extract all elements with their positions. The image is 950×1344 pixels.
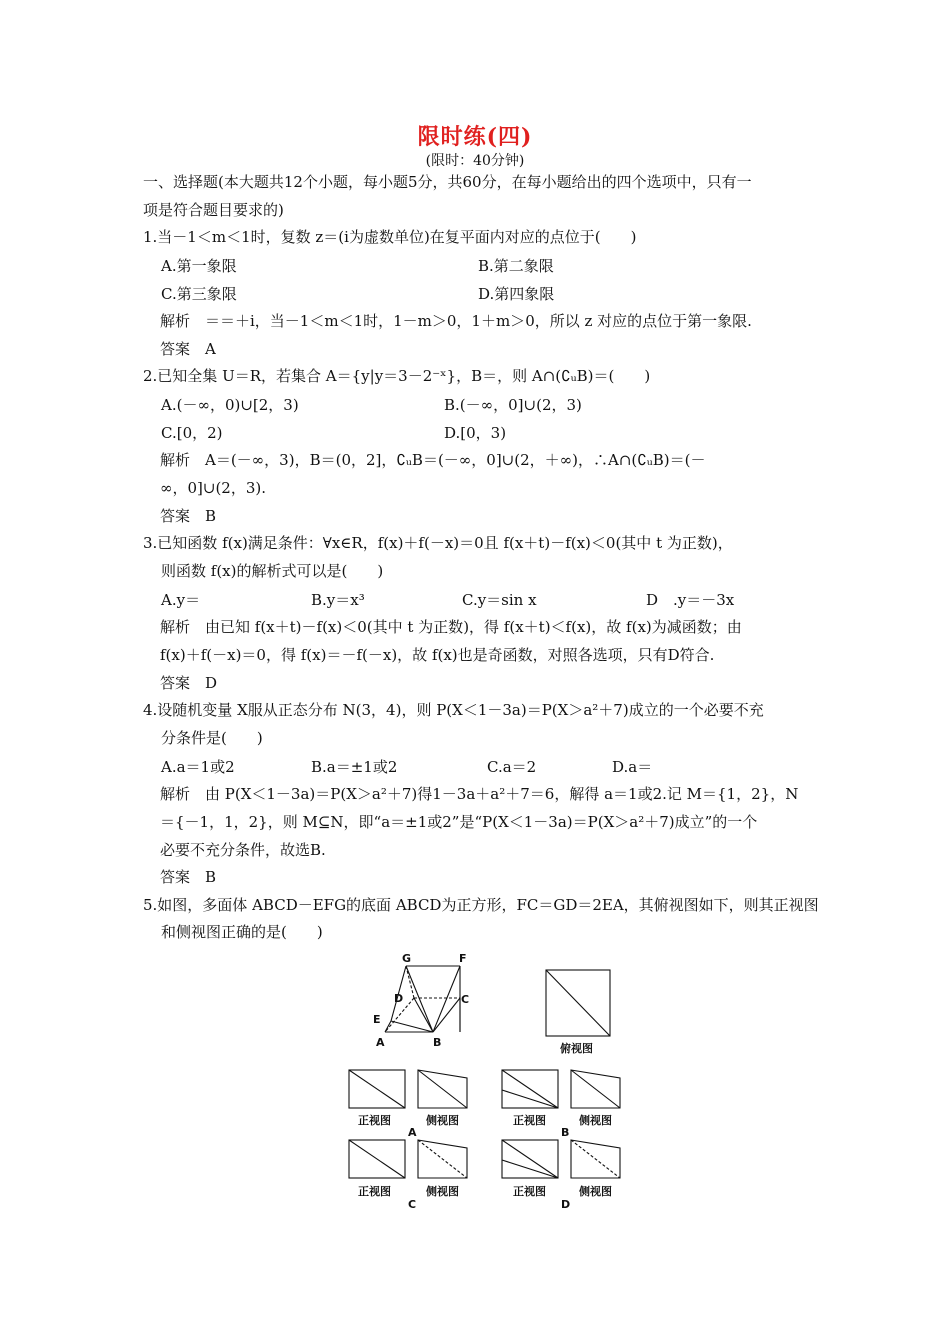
q1-option-c: C.第三象限 bbox=[161, 285, 237, 303]
option-b-front-label: 正视图 bbox=[513, 1114, 546, 1127]
option-c-side-view bbox=[418, 1140, 467, 1178]
q3-analysis-line-2: f(x)＋f(－x)＝0，得 f(x)＝－f(－x)，故 f(x)也是奇函数，对照各选项，只有D符合. bbox=[160, 646, 715, 664]
q2-option-b: B.(－∞，0]∪(2，3) bbox=[444, 396, 582, 414]
page-title: 限时练(四) bbox=[417, 124, 533, 150]
q2-analysis-line-1: 解析 A＝(－∞，3)，B＝(0，2]，∁ᵤB＝(－∞，0]∪(2，＋∞)，∴A∩(∁ᵤB)＝(－ bbox=[160, 451, 706, 469]
q5-figure-svg bbox=[340, 950, 640, 1220]
option-a-front-label: 正视图 bbox=[358, 1114, 391, 1127]
q5-stem-line-2: 和侧视图正确的是( ) bbox=[161, 923, 323, 941]
q3-analysis-line-1: 解析 由已知 f(x＋t)－f(x)＜0(其中 t 为正数)，得 f(x＋t)＜f(x)，故 f(x)为减函数；由 bbox=[160, 618, 742, 636]
q3-answer: 答案 D bbox=[160, 674, 218, 692]
q3-option-a: A.y＝ bbox=[161, 591, 201, 609]
option-d-side-label: 侧视图 bbox=[579, 1185, 612, 1198]
q3-stem-line-2: 则函数 f(x)的解析式可以是( ) bbox=[161, 562, 384, 580]
q2-stem: 2.已知全集 U＝R，若集合 A＝{y|y＝3－2⁻ˣ}，B＝，则 A∩(∁ᵤB)＝( ) bbox=[143, 367, 651, 385]
top-view-label: 俯视图 bbox=[560, 1042, 593, 1055]
option-a-front-view bbox=[349, 1070, 405, 1108]
option-d-front-label: 正视图 bbox=[513, 1185, 546, 1198]
option-a-side-label: 侧视图 bbox=[426, 1114, 459, 1127]
top-view-drawing bbox=[546, 970, 610, 1036]
option-c-side-label: 侧视图 bbox=[426, 1185, 459, 1198]
q2-answer: 答案 B bbox=[160, 507, 217, 525]
vertex-label-c: C bbox=[461, 993, 470, 1006]
option-a-side-view bbox=[418, 1070, 467, 1108]
page-subtitle: (限时：40分钟) bbox=[425, 153, 525, 169]
q4-stem-line-1: 4.设随机变量 X服从正态分布 N(3，4)，则 P(X＜1－3a)＝P(X＞a²＋7)成立的一个必要不充 bbox=[143, 701, 764, 719]
q4-option-d: D.a＝ bbox=[612, 758, 653, 776]
q3-option-c: C.y＝sin x bbox=[462, 591, 537, 609]
q4-analysis-line-1: 解析 由 P(X＜1－3a)＝P(X＞a²＋7)得1－3a＋a²＋7＝6，解得 a＝1或2.记 M＝{1，2}，N bbox=[160, 785, 799, 803]
section-heading-line-2: 项是符合题目要求的) bbox=[143, 201, 284, 219]
q1-option-b: B.第二象限 bbox=[478, 257, 554, 275]
q3-option-d: D .y＝－3x bbox=[646, 591, 735, 609]
q3-stem-line-1: 3.已知函数 f(x)满足条件：∀x∈R，f(x)＋f(－x)＝0且 f(x＋t)－f(x)＜0(其中 t 为正数)， bbox=[143, 534, 733, 552]
q2-option-a: A.(－∞，0)∪[2，3) bbox=[161, 396, 299, 414]
q1-stem: 1.当－1＜m＜1时，复数 z＝(i为虚数单位)在复平面内对应的点位于( ) bbox=[143, 228, 637, 246]
q4-analysis-line-3: 必要不充分条件，故选B. bbox=[160, 841, 326, 859]
option-c-label: C bbox=[408, 1198, 417, 1211]
option-c-front-view bbox=[349, 1140, 405, 1178]
option-a-label: A bbox=[408, 1126, 417, 1139]
q1-answer: 答案 A bbox=[160, 340, 216, 358]
option-b-side-view bbox=[571, 1070, 620, 1108]
q5-stem-line-1: 5.如图，多面体 ABCD－EFG的底面 ABCD为正方形，FC＝GD＝2EA，其俯视图如下，则其正视图 bbox=[143, 896, 819, 914]
q4-option-b: B.a＝±1或2 bbox=[311, 758, 398, 776]
option-d-front-view bbox=[502, 1140, 558, 1178]
vertex-label-a: A bbox=[376, 1036, 385, 1049]
vertex-label-f: F bbox=[459, 952, 467, 965]
vertex-label-g: G bbox=[402, 952, 412, 965]
option-b-front-view bbox=[502, 1070, 558, 1108]
option-d-side-view bbox=[571, 1140, 620, 1178]
q4-option-a: A.a＝1或2 bbox=[161, 758, 235, 776]
q3-option-b: B.y＝x³ bbox=[311, 591, 365, 609]
q5-figure bbox=[340, 950, 640, 1220]
option-b-label: B bbox=[561, 1126, 570, 1139]
q2-option-d: D.[0，3) bbox=[444, 424, 507, 442]
q4-option-c: C.a＝2 bbox=[487, 758, 537, 776]
q1-option-d: D.第四象限 bbox=[478, 285, 555, 303]
q2-analysis-line-2: ∞，0]∪(2，3). bbox=[160, 479, 267, 497]
q4-stem-line-2: 分条件是( ) bbox=[161, 729, 263, 747]
section-heading-line-1: 一、选择题(本大题共12个小题，每小题5分，共60分，在每小题给出的四个选项中，只有一 bbox=[143, 173, 752, 191]
option-d-label: D bbox=[561, 1198, 571, 1211]
q4-answer: 答案 B bbox=[160, 868, 217, 886]
q4-analysis-line-2: ＝{－1，1，2}，则 M⊆N，即“a＝±1或2”是“P(X＜1－3a)＝P(X＞a²＋7)成立”的一个 bbox=[160, 813, 758, 831]
q1-option-a: A.第一象限 bbox=[161, 257, 237, 275]
q1-analysis: 解析 ＝＝＋i，当－1＜m＜1时，1－m＞0，1＋m＞0，所以 z 对应的点位于第一象限. bbox=[160, 312, 752, 330]
vertex-label-d: D bbox=[394, 992, 404, 1005]
option-b-side-label: 侧视图 bbox=[579, 1114, 612, 1127]
q2-option-c: C.[0，2) bbox=[161, 424, 223, 442]
vertex-label-e: E bbox=[373, 1013, 381, 1026]
option-c-front-label: 正视图 bbox=[358, 1185, 391, 1198]
vertex-label-b: B bbox=[433, 1036, 442, 1049]
